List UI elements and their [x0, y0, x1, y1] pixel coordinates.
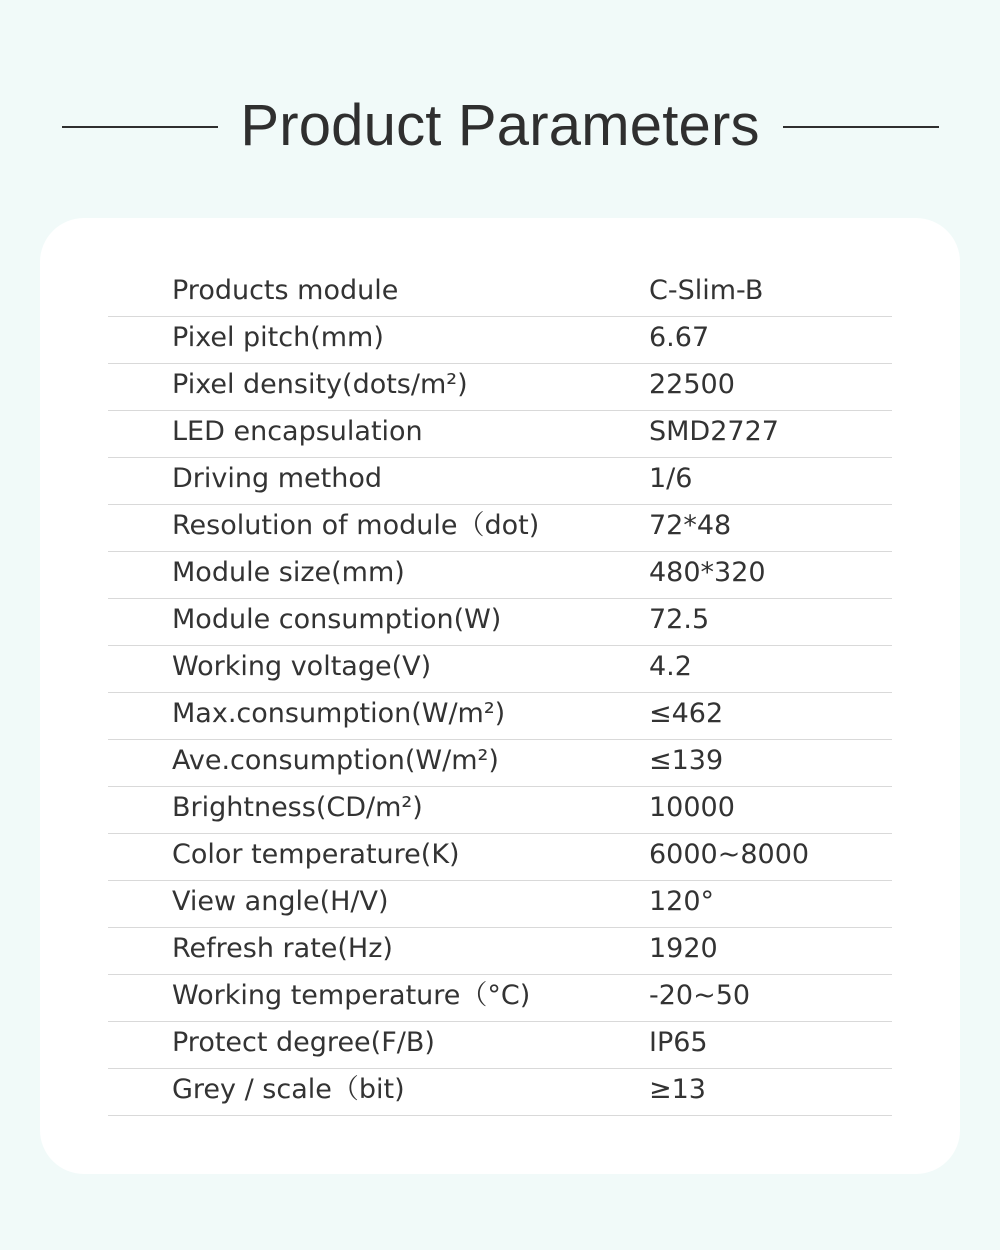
param-label: Protect degree(F/B) — [172, 1027, 435, 1058]
param-value: IP65 — [649, 1027, 708, 1058]
param-value: 4.2 — [649, 651, 692, 682]
param-label: Module size(mm) — [172, 557, 405, 588]
param-label: Pixel pitch(mm) — [172, 322, 384, 353]
param-label: LED encapsulation — [172, 416, 423, 447]
param-value: ≥13 — [649, 1074, 706, 1105]
param-label: Resolution of module（dot) — [172, 510, 540, 541]
table-row — [108, 834, 892, 881]
param-value: 1920 — [649, 933, 718, 964]
param-value: SMD2727 — [649, 416, 779, 447]
param-value: 10000 — [649, 792, 735, 823]
param-value: C-Slim-B — [649, 275, 764, 306]
page-header — [0, 86, 1000, 166]
table-row — [108, 411, 892, 458]
parameters-card — [40, 218, 960, 1174]
parameters-table — [108, 270, 892, 1116]
title-rule-right — [783, 126, 939, 128]
param-label: Color temperature(K) — [172, 839, 460, 870]
param-value: 6000~8000 — [649, 839, 810, 870]
table-row — [108, 505, 892, 552]
param-label: Module consumption(W) — [172, 604, 502, 635]
param-value: 1/6 — [649, 463, 693, 494]
param-value: ≤462 — [649, 698, 724, 729]
table-row — [108, 458, 892, 505]
table-row — [108, 364, 892, 411]
param-label: Working temperature（°C) — [172, 980, 531, 1011]
param-value: 120° — [649, 886, 715, 917]
param-label: Ave.consumption(W/m²) — [172, 745, 499, 776]
param-value: -20~50 — [649, 980, 751, 1011]
param-label: Refresh rate(Hz) — [172, 933, 393, 964]
param-label: Pixel density(dots/m²) — [172, 369, 468, 400]
param-value: ≤139 — [649, 745, 724, 776]
table-row — [108, 1022, 892, 1069]
table-row — [108, 599, 892, 646]
table-row — [108, 552, 892, 599]
param-value: 6.67 — [649, 322, 710, 353]
param-label: Driving method — [172, 463, 382, 494]
param-label: View angle(H/V) — [172, 886, 389, 917]
table-row — [108, 270, 892, 317]
table-row — [108, 646, 892, 693]
table-row — [108, 787, 892, 834]
table-row — [108, 317, 892, 364]
table-row — [108, 740, 892, 787]
table-row — [108, 693, 892, 740]
param-label: Grey / scale（bit) — [172, 1074, 405, 1105]
table-row — [108, 928, 892, 975]
page-title: Product Parameters — [240, 93, 760, 158]
table-row — [108, 881, 892, 928]
param-label: Working voltage(V) — [172, 651, 432, 682]
param-label: Products module — [172, 275, 399, 306]
param-value: 72.5 — [649, 604, 710, 635]
param-label: Max.consumption(W/m²) — [172, 698, 506, 729]
table-row — [108, 1069, 892, 1116]
param-value: 480*320 — [649, 557, 766, 588]
param-label: Brightness(CD/m²) — [172, 792, 423, 823]
param-value: 22500 — [649, 369, 735, 400]
param-value: 72*48 — [649, 510, 732, 541]
table-row — [108, 975, 892, 1022]
